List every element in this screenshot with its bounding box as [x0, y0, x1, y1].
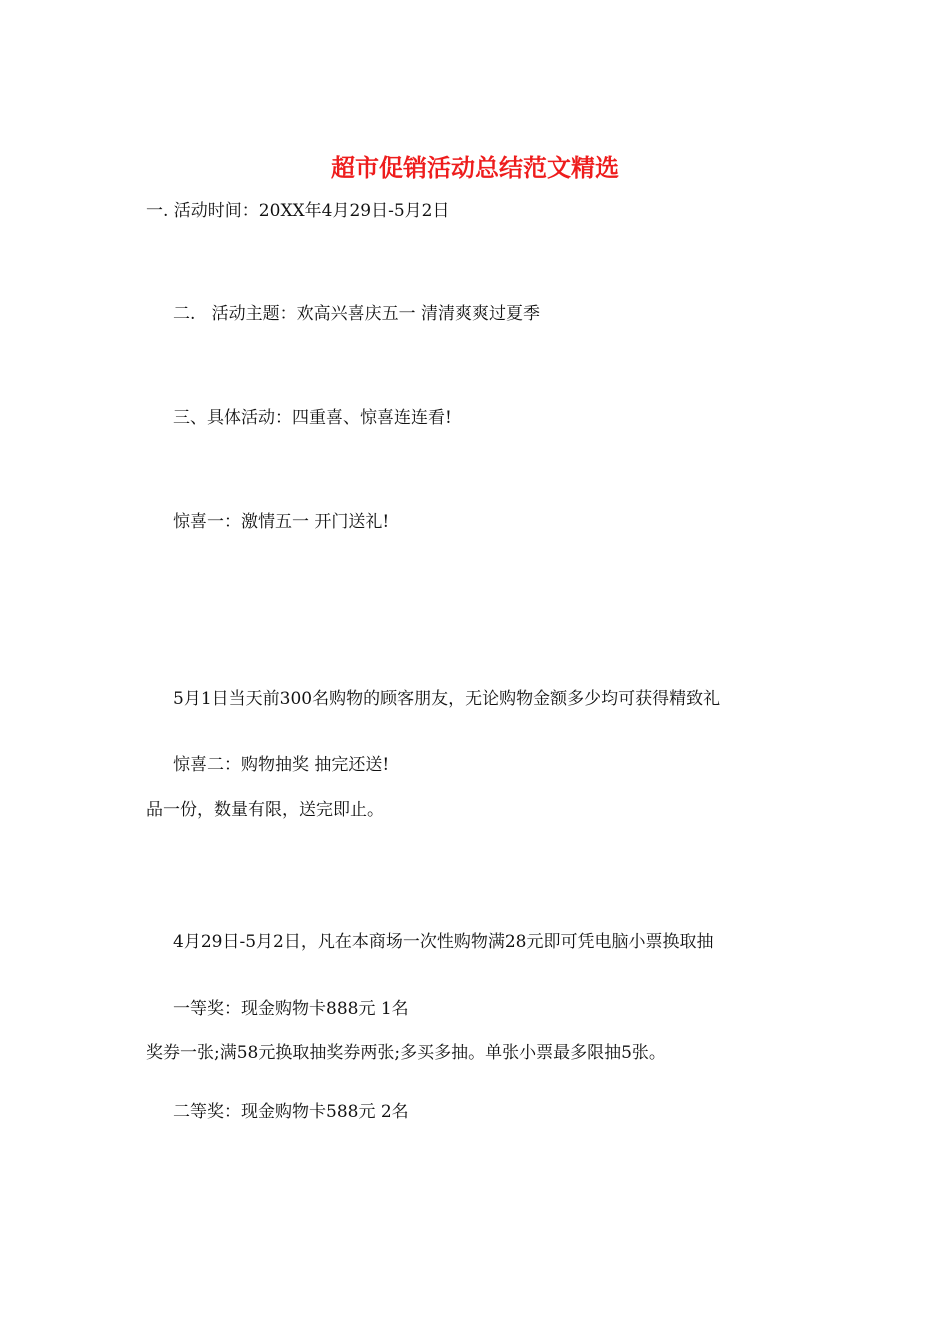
paragraph-line: 品一份，数量有限，送完即止。: [146, 800, 384, 820]
paragraph-surprise-one: 惊喜一：激情五一 开门送礼!: [173, 512, 390, 532]
paragraph-surprise-two: 惊喜二：购物抽奖 抽完还送!: [173, 755, 390, 775]
paragraph-activity-theme: 二. 活动主题：欢高兴喜庆五一 清清爽爽过夏季: [173, 304, 541, 324]
paragraph-specific-activities: 三、具体活动：四重喜、惊喜连连看!: [173, 408, 452, 428]
paragraph-activity-time: 一. 活动时间：20XX年4月29日-5月2日: [146, 201, 450, 221]
paragraph-line: 奖券一张;满58元换取抽奖券两张;多买多抽。单张小票最多限抽5张。: [146, 1043, 666, 1063]
paragraph-first-prize: 一等奖：现金购物卡888元 1名: [173, 999, 409, 1019]
document-title: 超市促销活动总结范文精选: [331, 154, 619, 182]
paragraph-second-prize: 二等奖：现金购物卡588元 2名: [173, 1102, 409, 1122]
paragraph-line: 4月29日-5月2日，凡在本商场一次性购物满28元即可凭电脑小票换取抽: [173, 932, 714, 952]
paragraph-line: 5月1日当天前300名购物的顾客朋友，无论购物金额多少均可获得精致礼: [173, 689, 721, 709]
